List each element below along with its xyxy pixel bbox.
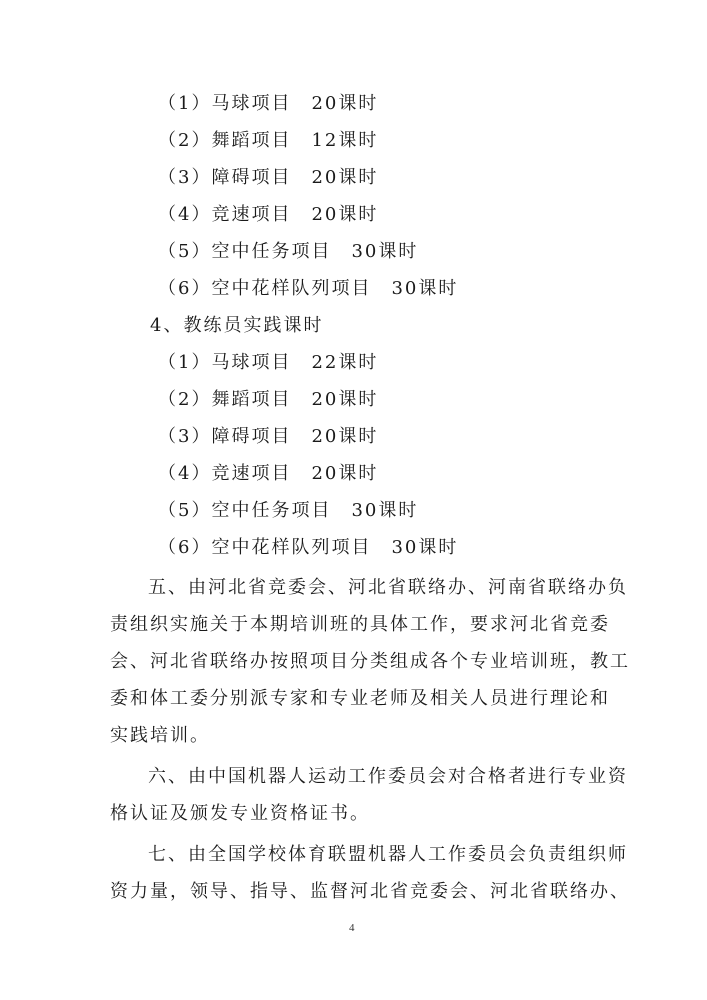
paragraph-line: 会、河北省联络办按照项目分类组成各个专业培训班，教工 [110,651,630,672]
list-item: （6）空中花样队列项目 30课时 [158,278,459,299]
paragraph-line: 责组织实施关于本期培训班的具体工作，要求河北省竞委 [110,614,610,635]
paragraph-line: 五、由河北省竞委会、河北省联络办、河南省联络办负 [148,577,628,598]
list-item: （2）舞蹈项目 20课时 [158,389,379,410]
section-heading: 4、教练员实践课时 [150,315,324,336]
paragraph-line: 七、由全国学校体育联盟机器人工作委员会负责组织师 [148,844,628,865]
list-item: （3）障碍项目 20课时 [158,167,379,188]
list-item: （1）马球项目 22课时 [158,352,379,373]
list-item: （4）竞速项目 20课时 [158,463,379,484]
paragraph-line: 委和体工委分别派专家和专业老师及相关人员进行理论和 [110,688,610,709]
page-number: 4 [349,922,355,934]
paragraph-line: 实践培训。 [110,725,210,746]
paragraph-line: 格认证及颁发专业资格证书。 [110,803,370,824]
list-item: （5）空中任务项目 30课时 [158,500,419,521]
list-item: （4）竞速项目 20课时 [158,204,379,225]
list-item: （6）空中花样队列项目 30课时 [158,537,459,558]
paragraph-line: 资力量，领导、指导、监督河北省竞委会、河北省联络办、 [110,881,630,902]
paragraph-line: 六、由中国机器人运动工作委员会对合格者进行专业资 [148,766,628,787]
list-item: （1）马球项目 20课时 [158,93,379,114]
list-item: （2）舞蹈项目 12课时 [158,130,379,151]
list-item: （3）障碍项目 20课时 [158,426,379,447]
list-item: （5）空中任务项目 30课时 [158,241,419,262]
